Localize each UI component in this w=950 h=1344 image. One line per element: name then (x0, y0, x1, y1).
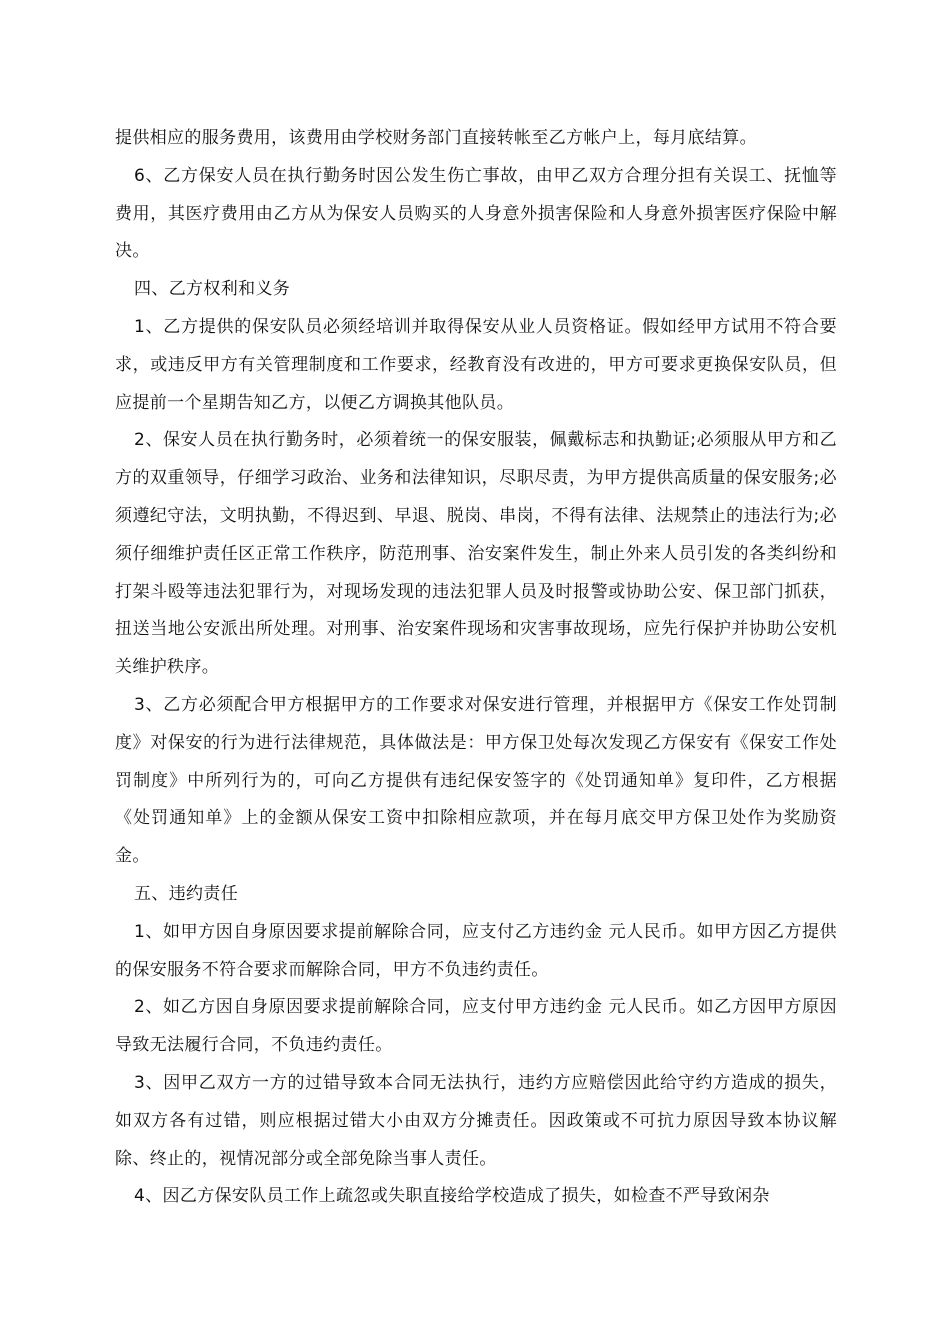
paragraph-section4-clause-2: 2、保安人员在执行勤务时，必须着统一的保安服装，佩戴标志和执勤证;必须服从甲方和乙方的双重领导，仔细学习政治、业务和法律知识，尽职尽责，为甲方提供高质量的保安服务;必须遵纪守法，文明执勤，不得迟到、早退、脱岗、串岗，不得有法律、法规禁止的违法行为;必须仔细维护责任区正常工作秩序，防范刑事、治安案件发生，制止外来人员引发的各类纠纷和打架斗殴等违法犯罪行为，对现场发现的违法犯罪人员及时报警或协助公安、保卫部门抓获，扭送当地公安派出所处理。对刑事、治安案件现场和灾害事故现场，应先行保护并协助公安机关维护秩序。 (115, 430, 837, 678)
document-body (115, 120, 837, 1216)
paragraph-section5-clause-3: 3、因甲乙双方一方的过错导致本合同无法执行，违约方应赔偿因此给守约方造成的损失，如双方各有过错，则应根据过错大小由双方分摊责任。因政策或不可抗力原因导致本协议解除、终止的，视情况部分或全部免除当事人责任。 (115, 1072, 837, 1169)
paragraph-section4-clause-3: 3、乙方必须配合甲方根据甲方的工作要求对保安进行管理，并根据甲方《保安工作处罚制度》对保安的行为进行法律规范，具体做法是：甲方保卫处每次发现乙方保安有《保安工作处罚制度》中所列行为的，可向乙方提供有违纪保安签字的《处罚通知单》复印件，乙方根据《处罚通知单》上的金额从保安工资中扣除相应款项，并在每月底交甲方保卫处作为奖励资金。 (115, 694, 837, 867)
paragraph-service-fee-continuation: 提供相应的服务费用，该费用由学校财务部门直接转帐至乙方帐户上，每月底结算。 (115, 128, 757, 148)
paragraph-section5-clause-4: 4、因乙方保安队员工作上疏忽或失职直接给学校造成了损失，如检查不严导致闲杂 (134, 1186, 770, 1207)
paragraph-clause-6-injury: 6、乙方保安人员在执行勤务时因公发生伤亡事故，由甲乙双方合理分担有关误工、抚恤等费用，其医疗费用由乙方从为保安人员购买的人身意外损害保险和人身意外损害医疗保险中解决。 (115, 165, 837, 262)
paragraph-section4-clause-1: 1、乙方提供的保安队员必须经培训并取得保安从业人员资格证。假如经甲方试用不符合要求，或违反甲方有关管理制度和工作要求，经教育没有改进的，甲方可要求更换保安队员，但应提前一个星期告知乙方，以便乙方调换其他队员。 (115, 316, 837, 413)
paragraph-section5-clause-2: 2、如乙方因自身原因要求提前解除合同，应支付甲方违约金 元人民币。如乙方因甲方原因导致无法履行合同，不负违约责任。 (115, 997, 837, 1056)
section-heading-4: 四、乙方权利和义务 (134, 279, 291, 300)
section-heading-5: 五、违约责任 (134, 883, 239, 904)
paragraph-section5-clause-1: 1、如甲方因自身原因要求提前解除合同，应支付乙方违约金 元人民币。如甲方因乙方提供的保安服务不符合要求而解除合同，甲方不负违约责任。 (115, 921, 837, 980)
